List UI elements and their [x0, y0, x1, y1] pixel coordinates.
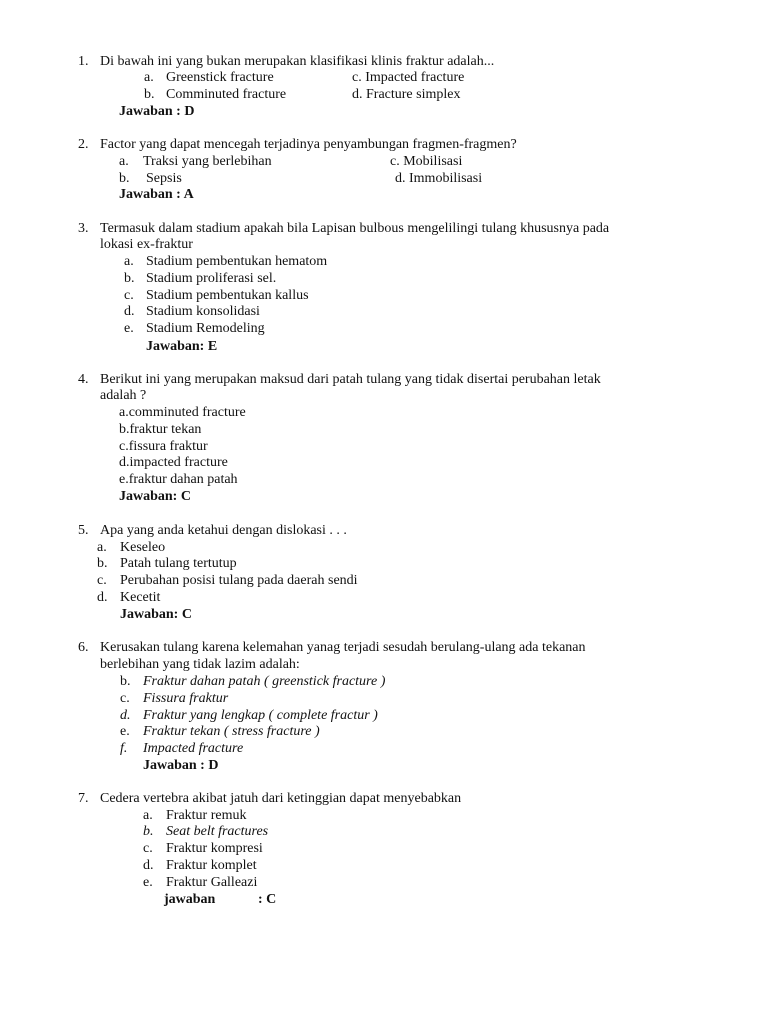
- q2-option-a-letter: a.: [119, 154, 129, 169]
- q4-answer: Jawaban: C: [119, 489, 191, 504]
- q5-text: Apa yang anda ketahui dengan dislokasi . . .: [100, 523, 347, 538]
- q1-answer: Jawaban : D: [119, 104, 195, 119]
- q6-option-letter: f.: [120, 741, 128, 756]
- q6-option-text: Fraktur tekan ( stress fracture ): [143, 724, 320, 739]
- q3-option-text: Stadium pembentukan kallus: [146, 288, 309, 303]
- q6-option-text: Impacted fracture: [143, 741, 244, 756]
- q5-option-letter: b.: [97, 556, 108, 571]
- q7-option-text: Seat belt fractures: [166, 824, 269, 839]
- q5-option-text: Kecetit: [120, 590, 161, 605]
- q3-option-letter: b.: [124, 271, 135, 286]
- q1-option-c: c. Impacted fracture: [352, 70, 465, 85]
- q1-text: Di bawah ini yang bukan merupakan klasifikasi klinis fraktur adalah...: [100, 54, 495, 69]
- q3-option-text: Stadium konsolidasi: [146, 304, 260, 319]
- q2-number: 2.: [78, 137, 89, 152]
- q6-option-text: Fraktur yang lengkap ( complete fractur ): [143, 708, 378, 723]
- q3-option-letter: c.: [124, 288, 134, 303]
- q2-text: Factor yang dapat mencegah terjadinya penyambungan fragmen-fragmen?: [100, 137, 517, 152]
- q5-option-text: Perubahan posisi tulang pada daerah sendi: [120, 573, 358, 588]
- q3-option-letter: a.: [124, 254, 134, 269]
- q6-option-letter: c.: [120, 691, 130, 706]
- q5-option-letter: a.: [97, 540, 107, 555]
- q6-option-letter: e.: [120, 724, 130, 739]
- q2-answer: Jawaban : A: [119, 187, 194, 202]
- q2-option-a: Traksi yang berlebihan: [143, 154, 272, 169]
- q7-answer-label: jawaban: [164, 892, 216, 907]
- q7-option-letter: b.: [143, 824, 154, 839]
- q4-option: d.impacted fracture: [119, 455, 228, 470]
- q1-option-d: d. Fracture simplex: [352, 87, 461, 102]
- q4-option: e.fraktur dahan patah: [119, 472, 238, 487]
- q2-option-d: d. Immobilisasi: [395, 171, 483, 186]
- q7-option-letter: e.: [143, 875, 153, 890]
- q4-option: b.fraktur tekan: [119, 422, 202, 437]
- q4-option: c.fissura fraktur: [119, 439, 208, 454]
- q7-number: 7.: [78, 791, 89, 806]
- q3-text-line1: Termasuk dalam stadium apakah bila Lapisan bulbous mengelilingi tulang khususnya pada: [100, 221, 610, 236]
- q3-text-line2: lokasi ex-fraktur: [100, 237, 193, 252]
- q5-option-text: Patah tulang tertutup: [120, 556, 237, 571]
- q1-option-a-letter: a.: [144, 70, 154, 85]
- q6-option-letter: b.: [120, 674, 131, 689]
- q6-answer: Jawaban : D: [143, 758, 219, 773]
- q3-option-letter: e.: [124, 321, 134, 336]
- q7-text: Cedera vertebra akibat jatuh dari ketinggian dapat menyebabkan: [100, 791, 462, 806]
- q7-answer-value: : C: [258, 892, 277, 907]
- q7-option-letter: c.: [143, 841, 153, 856]
- q6-option-text: Fissura fraktur: [143, 691, 229, 706]
- q6-option-letter: d.: [120, 708, 131, 723]
- q7-option-letter: a.: [143, 808, 153, 823]
- q3-option-letter: d.: [124, 304, 135, 319]
- q5-option-text: Keseleo: [120, 540, 166, 555]
- q3-option-text: Stadium proliferasi sel.: [146, 271, 277, 286]
- q7-option-text: Fraktur komplet: [166, 858, 257, 873]
- q5-option-letter: d.: [97, 590, 108, 605]
- q6-text-line1: Kerusakan tulang karena kelemahan yanag terjadi sesudah berulang-ulang ada tekanan: [100, 640, 586, 655]
- q3-number: 3.: [78, 221, 89, 236]
- q6-number: 6.: [78, 640, 89, 655]
- q4-option: a.comminuted fracture: [119, 405, 246, 420]
- q3-option-text: Stadium pembentukan hematom: [146, 254, 328, 269]
- q3-answer: Jawaban: E: [146, 339, 218, 354]
- q2-option-b: Sepsis: [146, 171, 182, 186]
- q5-answer: Jawaban: C: [120, 607, 192, 622]
- q4-text-line1: Berikut ini yang merupakan maksud dari patah tulang yang tidak disertai perubahan letak: [100, 372, 601, 387]
- q1-option-b: Comminuted fracture: [166, 87, 287, 102]
- q1-option-b-letter: b.: [144, 87, 155, 102]
- q7-option-text: Fraktur remuk: [166, 808, 247, 823]
- q7-option-text: Fraktur kompresi: [166, 841, 263, 856]
- q4-number: 4.: [78, 372, 89, 387]
- q4-text-line2: adalah ?: [100, 388, 147, 403]
- q6-option-text: Fraktur dahan patah ( greenstick fracture ): [143, 674, 386, 689]
- q5-option-letter: c.: [97, 573, 107, 588]
- q2-option-b-letter: b.: [119, 171, 130, 186]
- q5-number: 5.: [78, 523, 89, 538]
- q2-option-c: c. Mobilisasi: [390, 154, 463, 169]
- q6-text-line2: berlebihan yang tidak lazim adalah:: [100, 657, 300, 672]
- q7-option-text: Fraktur Galleazi: [166, 875, 258, 890]
- q1-number: 1.: [78, 54, 89, 69]
- q7-option-letter: d.: [143, 858, 154, 873]
- q1-option-a: Greenstick fracture: [166, 70, 274, 85]
- q3-option-text: Stadium Remodeling: [146, 321, 265, 336]
